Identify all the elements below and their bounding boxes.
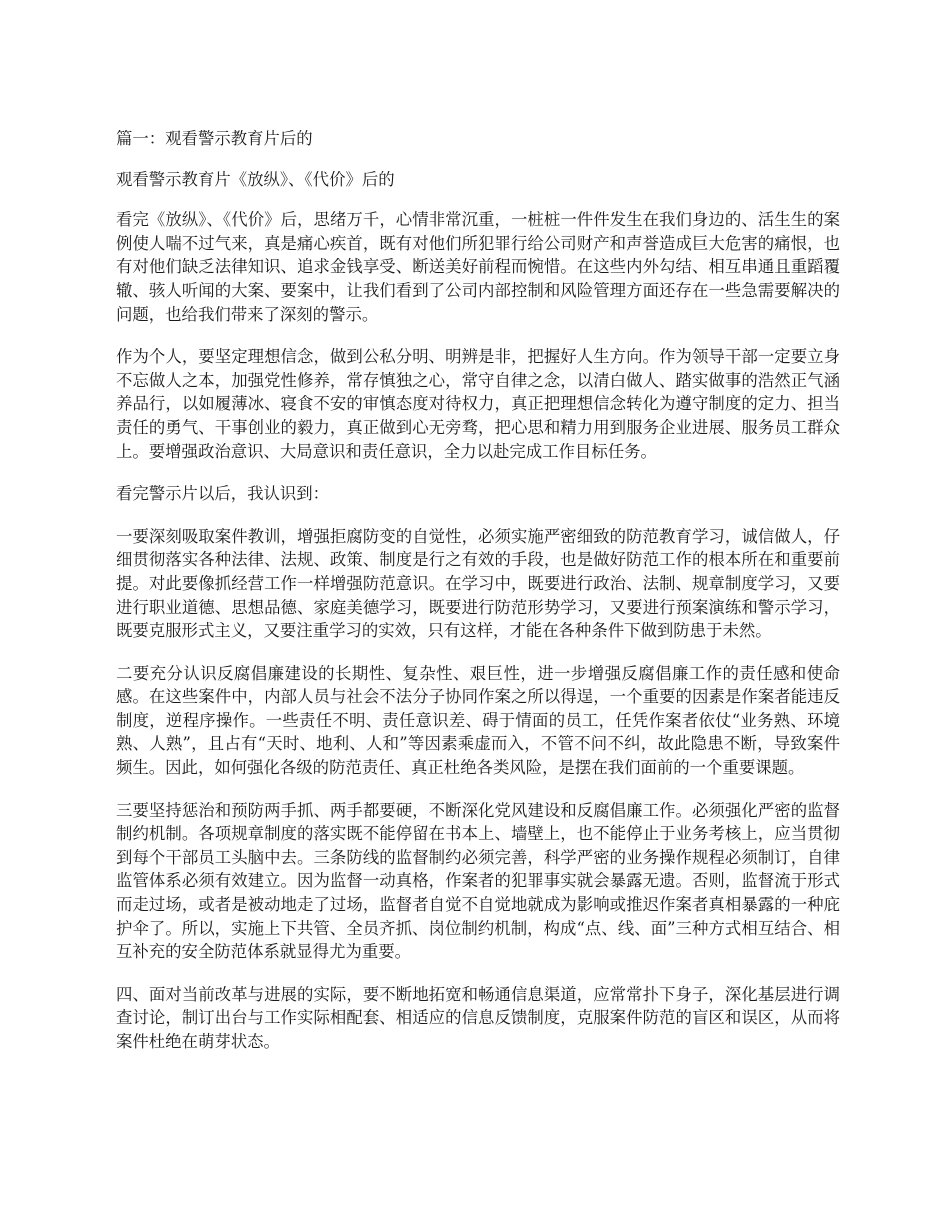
paragraph-2: 作为个人，要坚定理想信念，做到公私分明、明辨是非，把握好人生方向。作为领导干部一定要立身不忘做人之本，加强党性修养，常存慎独之心，常守自律之念，以清白做人、踏实做事的浩然正气涵养品行，以如履薄冰、寝食不安的审慎态度对待权力，真正把理想信念转化为遵守制度的定力、担当责任的勇气、干事创业的毅力，真正做到心无旁骛，把心思和精力用到服务企业进展、服务员工群众上。要增强政治意识、大局意识和责任意识，全力以赴完成工作目标任务。 [116,347,840,461]
paragraph-4: 一要深刻吸取案件教训，增强拒腐防变的自觉性，必须实施严密细致的防范教育学习，诚信做人，仔细贯彻落实各种法律、法规、政策、制度是行之有效的手段，也是做好防范工作的根本所在和重要前提。对此要像抓经营工作一样增强防范意识。在学习中，既要进行政治、法制、规章制度学习，又要进行职业道德、思想品德、家庭美德学习，既要进行防范形势学习，又要进行预案演练和警示学习，既要克服形式主义，又要注重学习的实效，只有这样，才能在各种条件下做到防患于未然。 [116,526,840,641]
paragraph-7: 四、面对当前改革与进展的实际，要不断地拓宽和畅通信息渠道，应常常扑下身子，深化基层进行调查讨论，制订出台与工作实际相配套、相适应的信息反馈制度，克服案件防范的盲区和误区，从而将案件杜绝在萌芽状态。 [116,984,840,1051]
paragraph-6: 三要坚持惩治和预防两手抓、两手都要硬，不断深化党风建设和反腐倡廉工作。必须强化严密的监督制约机制。各项规章制度的落实既不能停留在书本上、墙壁上，也不能停止于业务考核上，应当贯彻到每个干部员工头脑中去。三条防线的监督制约必须完善，科学严密的业务操作规程必须制订，自律监管体系必须有效建立。因为监督一动真格，作案者的犯罪事实就会暴露无遗。否则，监督流于形式而走过场，或者是被动地走了过场，监督者自觉不自觉地就成为影响或推迟作案者真相暴露的一种庇护伞了。所以，实施上下共管、全员齐抓、岗位制约机制，构成“点、线、面”三种方式相互结合、相互补充的安全防范体系就显得尤为重要。 [116,800,840,962]
paragraph-1: 看完《放纵》、《代价》后，思绪万千，心情非常沉重，一桩桩一件件发生在我们身边的、活生生的案例使人喘不过气来，真是痛心疾首，既有对他们所犯罪行给公司财产和声誉造成巨大危害的痛恨，也有对他们缺乏法律知识、追求金钱享受、断送美好前程而惋惜。在这些内外勾结、相互串通且重蹈覆辙、骇人听闻的大案、要案中，让我们看到了公司内部控制和风险管理方面还存在一些急需要解决的问题，也给我们带来了深刻的警示。 [116,210,840,324]
paragraph-5: 二要充分认识反腐倡廉建设的长期性、复杂性、艰巨性，进一步增强反腐倡廉工作的责任感和使命感。在这些案件中，内部人员与社会不法分子协同作案之所以得逞，一个重要的因素是作案者能违反制度，逆程序操作。一些责任不明、责任意识差、碍于情面的员工，任凭作案者依仗“业务熟、环境熟、人熟”，且占有“天时、地利、人和”等因素乘虚而入，不管不问不纠，故此隐患不断，导致案件频生。因此，如何强化各级的防范责任、真正杜绝各类风险，是摆在我们面前的一个重要课题。 [116,663,840,778]
document-title: 篇一：观看警示教育片后的 [116,129,313,148]
document-subtitle: 观看警示教育片《放纵》、《代价》后的 [116,169,395,189]
paragraph-3: 看完警示片以后，我认识到： [116,484,330,504]
document-page [116,127,840,1073]
